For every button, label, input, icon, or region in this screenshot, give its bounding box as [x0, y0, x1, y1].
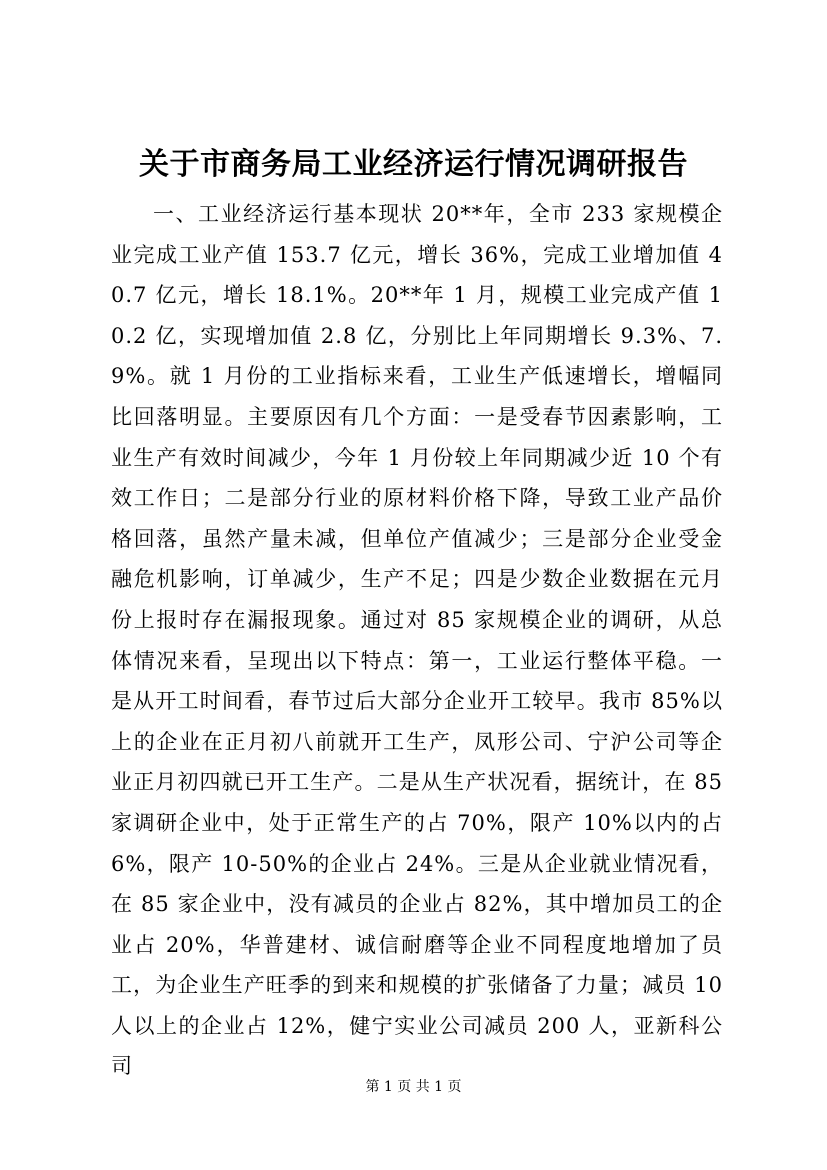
document-title: 关于市商务局工业经济运行情况调研报告 [139, 147, 688, 182]
document-body: 一、工业经济运行基本现状 20**年，全市 233 家规模企业完成工业产值 153.7 亿元，增长 36%，完成工业增加值 40.7 亿元，增长 18.1%。20**年 1 月，规模工业完成产值 10.2 亿，实现增加值 2.8 亿，分别比上年同期增长 9.3%、7.9%。就 1 月份的工业指标来看，工业生产低速增长，增幅同比回落明显。主要原因有几个方面：一是受春节因素影响，工业生产有效时间减少，今年 1 月份较上年同期减少近 10 个有效工作日；二是部分行业的原材料价格下降，导致工业产品价格回落，虽然产量未减，但单位产值减少；三是部分企业受金融危机影响，订单减少，生产不足；四是少数企业数据在元月份上报时存在漏报现象。通过对 85 家规模企业的调研，从总体情况来看，呈现出以下特点：第一，工业运行整体平稳。一是从开工时间看，春节过后大部分企业开工较早。我市 85%以上的企业在正月初八前就开工生产，凤形公司、宁沪公司等企业正月初四就已开工生产。二是从生产状况看，据统计，在 85 家调研企业中，处于正常生产的占 70%，限产 10%以内的占 6%，限产 10-50%的企业占 24%。三是从企业就业情况看，在 85 家企业中，没有减员的企业占 82%，其中增加员工的企业占 20%，华普建材、诚信耐磨等企业不同程度地增加了员工，为企业生产旺季的到来和规模的扩张储备了力量；减员 10 人以上的企业占 12%，健宁实业公司减员 200 人，亚新科公司 [111, 202, 723, 1079]
page-footer: 第 1 页 共 1 页 [365, 1079, 462, 1095]
